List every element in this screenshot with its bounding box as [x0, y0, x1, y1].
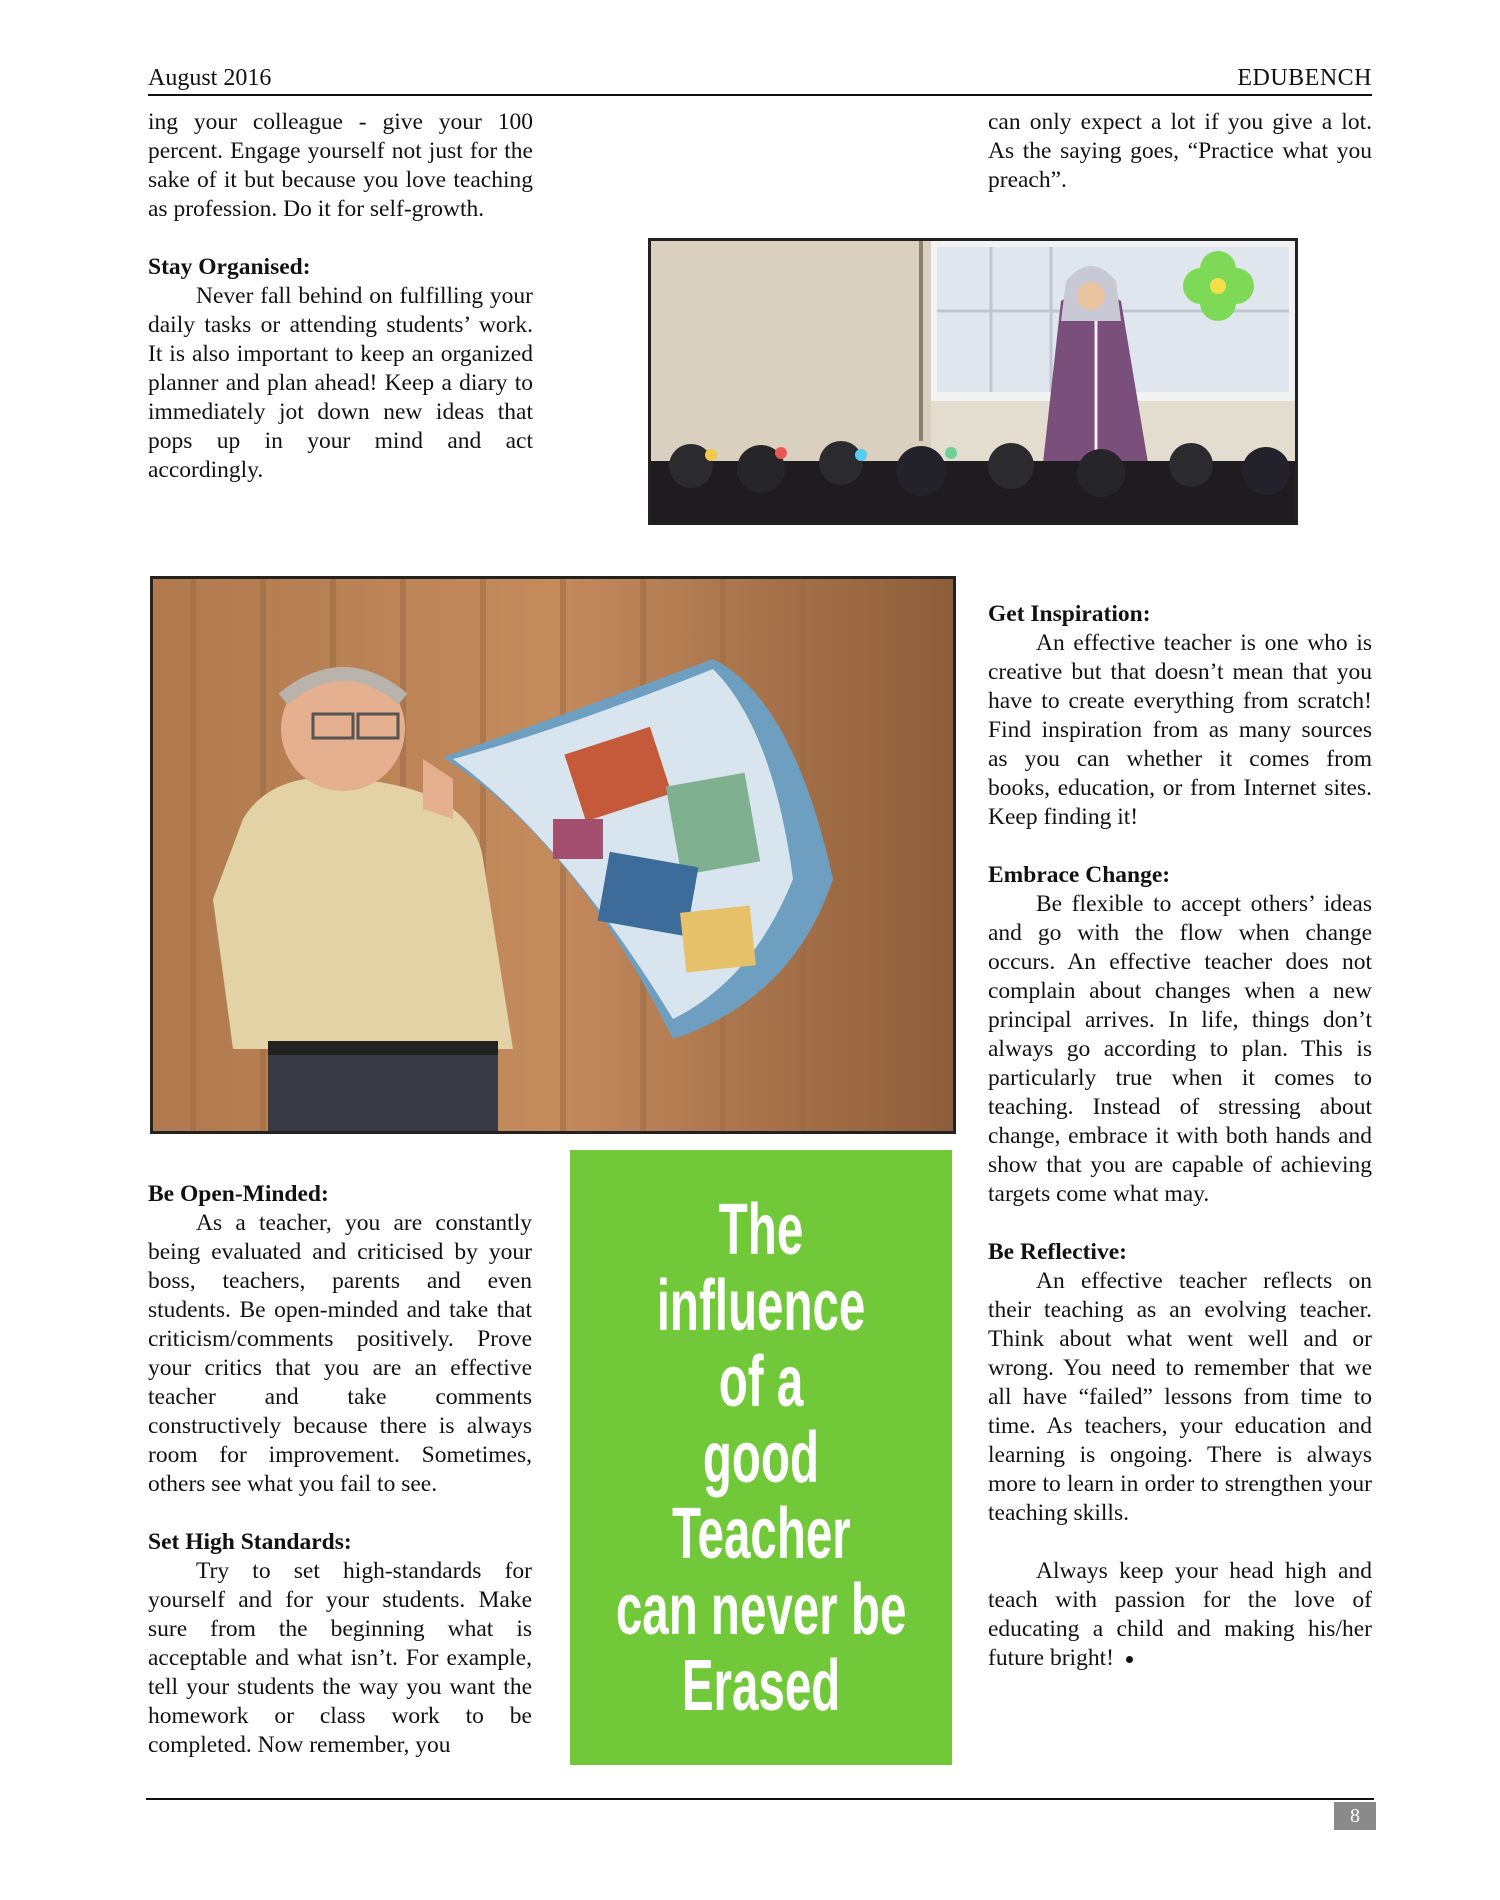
pull-quote-line: can never be: [615, 1569, 907, 1650]
pull-quote-line: of a: [718, 1341, 804, 1422]
closing-text: Always keep your head high and teach with passion for the love of educating a child and making his/her future bright!: [988, 1558, 1372, 1671]
end-bullet-icon: [1126, 1656, 1133, 1663]
paragraph-get-inspiration: An effective teacher is one who is creative but that doesn’t mean that you have to create everything from scratch! Find inspiration from as many sources as you can whether it comes from books, education, or from Internet sites. Keep finding it!: [988, 630, 1372, 830]
publication-name: EDUBENCH: [1237, 65, 1372, 91]
pull-quote-line: good: [702, 1417, 820, 1498]
pull-quote-line: The: [718, 1189, 804, 1270]
issue-date: August 2016: [148, 65, 272, 91]
pull-quote-box: [570, 1150, 952, 1765]
page-number: 8: [1334, 1802, 1376, 1830]
footer-rule: [146, 1798, 1374, 1800]
pull-quote-line: influence: [656, 1265, 866, 1346]
presenter-illustration: [651, 241, 1295, 522]
heading-open-minded: Be Open-Minded:: [148, 1181, 329, 1207]
photo-teacher-megaphone: [150, 576, 956, 1134]
heading-get-inspiration: Get Inspiration:: [988, 601, 1151, 627]
right-column: [988, 600, 1372, 1673]
heading-stay-organised: Stay Organised:: [148, 254, 311, 280]
photo-presenter-costume: [648, 238, 1298, 525]
continued-text-right: can only expect a lot if you give a lot. As the saying goes, “Practice what you preach”.: [988, 109, 1372, 193]
continued-text: ing your colleague - give your 100 percent. Engage yourself not just for the sake of it but because you love teaching as profession. Do it for self-growth.: [148, 109, 533, 222]
paragraph-open-minded: As a teacher, you are constantly being evaluated and criticised by your boss, teachers, parents and even students. Be open-minded and take that criticism/comments positively. Prove your critics that you are an effective teacher and take comments constructively because there is always room for improvement. Sometimes, others see what you fail to see.: [148, 1210, 532, 1497]
top-right-column: [988, 108, 1372, 195]
paragraph-high-standards: Try to set high-standards for yourself and for your students. Make sure from the beginning what is acceptable and what isn’t. For example, tell your students the way you want the homework or class work to be completed. Now remember, you: [148, 1558, 532, 1758]
paragraph-stay-organised: Never fall behind on fulfilling your daily tasks or attending students’ work. It is also important to keep an organized planner and plan ahead! Keep a diary to immediately jot down new ideas that pops up in your mind and act accordingly.: [148, 283, 533, 483]
pull-quote-line: Teacher: [671, 1493, 851, 1574]
top-left-column: [148, 108, 533, 485]
heading-embrace-change: Embrace Change:: [988, 862, 1171, 888]
paragraph-embrace-change: Be flexible to accept others’ ideas and go with the flow when change occurs. An effective teacher does not complain about changes when a new principal arrives. In life, things don’t always go according to plan. This is particularly true when it comes to teaching. Instead of stressing about change, embrace it with both hands and show that you are capable of achieving targets come what may.: [988, 891, 1372, 1207]
bottom-left-column: [148, 1180, 532, 1760]
page-header: [148, 62, 1372, 96]
heading-be-reflective: Be Reflective:: [988, 1239, 1127, 1265]
heading-high-standards: Set High Standards:: [148, 1529, 352, 1555]
closing-paragraph: [988, 1557, 1372, 1673]
pull-quote-line: Erased: [681, 1645, 841, 1726]
teacher-illustration: [153, 579, 953, 1131]
paragraph-be-reflective: An effective teacher reflects on their teaching as an evolving teacher. Think about what went well and or wrong. You need to remember that we all have “failed” lessons from time to time. As teachers, your education and learning is ongoing. There is always more to learn in order to strengthen your teaching skills.: [988, 1268, 1372, 1526]
